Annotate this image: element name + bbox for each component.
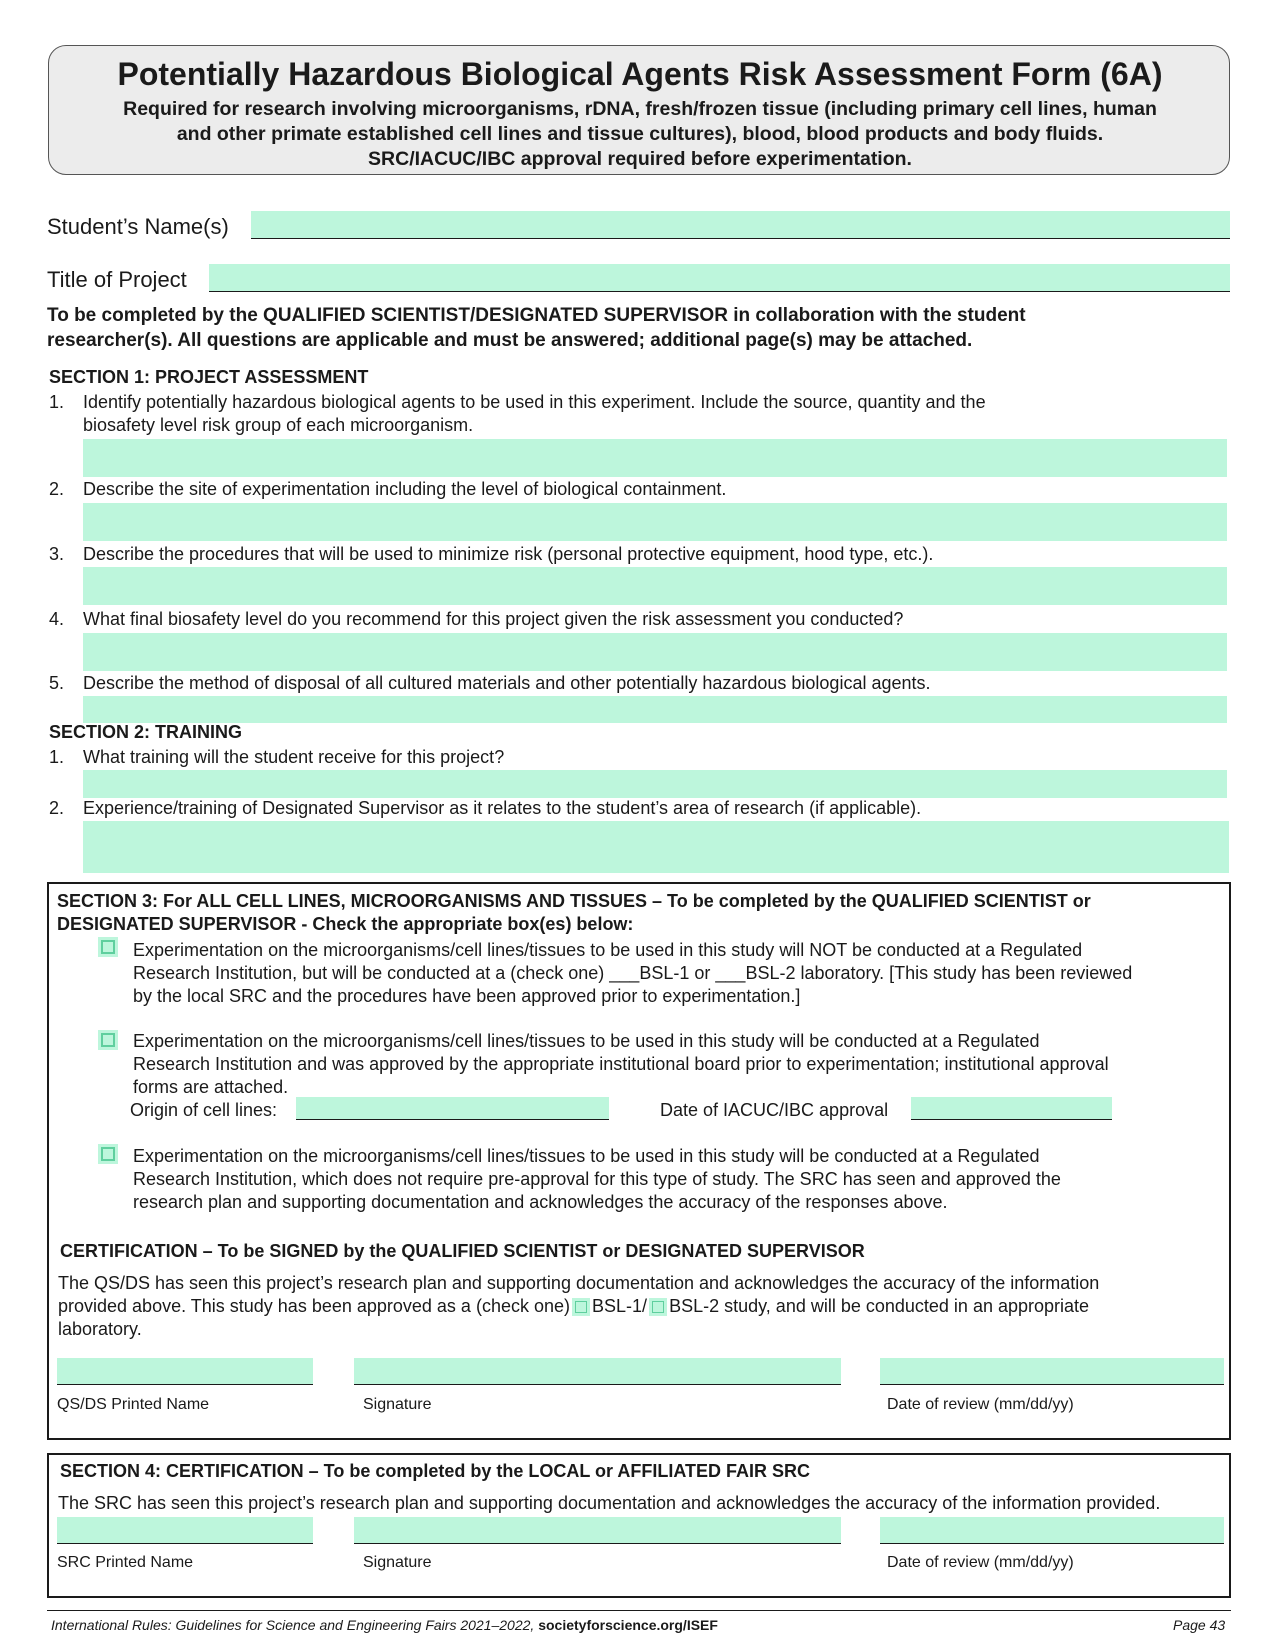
footer-text: International Rules: Guidelines for Science and Engineering Fairs 2021–2022, societyforscience.org/ISEF xyxy=(51,1617,718,1633)
origin-cell-lines-field[interactable] xyxy=(296,1097,609,1120)
qs-printed-name-field[interactable] xyxy=(57,1358,313,1384)
footer-rule xyxy=(47,1610,1231,1611)
footer-link[interactable]: societyforscience.org/ISEF xyxy=(538,1617,718,1633)
project-title-underline xyxy=(209,291,1230,292)
s3-option1-line1: Experimentation on the microorganisms/cell lines/tissues to be used in this study will NOT be conducted at a Regulated xyxy=(133,940,1083,960)
project-title-label: Title of Project xyxy=(47,267,187,292)
qs-certification-line1: The QS/DS has seen this project’s research plan and supporting documentation and acknowledges the accuracy of the information xyxy=(58,1273,1100,1293)
qs-certification-line3: laboratory. xyxy=(58,1319,142,1339)
s1-q1-text-line2: biosafety level risk group of each microorganism. xyxy=(83,415,474,435)
src-signature-field[interactable] xyxy=(354,1517,841,1543)
intro-line1: To be completed by the QUALIFIED SCIENTIST/DESIGNATED SUPERVISOR in collaboration with the student xyxy=(47,305,1026,326)
s2-q2-text: Experience/training of Designated Supervisor as it relates to the student’s area of research (if applicable). xyxy=(83,798,922,818)
s2-q1-answer-field[interactable] xyxy=(83,770,1227,798)
s3-option2-line3: forms are attached. xyxy=(133,1077,289,1097)
form-subtitle-line2: and other primate established cell lines and tissue cultures), blood, blood products and body fluids. xyxy=(176,123,1104,145)
section2-heading: SECTION 2: TRAINING xyxy=(49,722,243,742)
s1-q5-text: Describe the method of disposal of all cultured materials and other potentially hazardous biological agents. xyxy=(83,673,931,693)
iacuc-approval-date-underline xyxy=(911,1119,1112,1120)
s2-q1-number: 1. xyxy=(49,747,65,767)
src-printed-name-underline xyxy=(57,1543,313,1544)
src-signature-underline xyxy=(354,1543,841,1544)
bsl1-blank[interactable]: ___ xyxy=(609,963,640,983)
qs-signature-label: Signature xyxy=(363,1396,432,1413)
s1-q5-number: 5. xyxy=(49,673,65,693)
qs-printed-name-label: QS/DS Printed Name xyxy=(57,1396,210,1413)
s2-q2-number: 2. xyxy=(49,798,65,818)
student-name-underline xyxy=(251,238,1230,239)
s1-q1-answer-field[interactable] xyxy=(83,439,1227,477)
s3-option1-line2: Research Institution, but will be conducted at a (check one) ___BSL-1 or ___BSL-2 laboratory. [This study has been reviewed xyxy=(133,963,1133,983)
s3-option3-line1: Experimentation on the microorganisms/cell lines/tissues to be used in this study will be conducted at a Regulated xyxy=(133,1146,1040,1166)
s2-q1-text: What training will the student receive for this project? xyxy=(83,747,505,767)
section4-statement: The SRC has seen this project’s research plan and supporting documentation and acknowledges the accuracy of the information provided. xyxy=(58,1493,1161,1513)
s3-option2-line1: Experimentation on the microorganisms/cell lines/tissues to be used in this study will be conducted at a Regulated xyxy=(133,1031,1040,1051)
form-header xyxy=(48,45,1230,175)
qs-certification-line2: provided above. This study has been approved as a (check one) BSL-1/ BSL-2 study, and will be conducted in an appropriate xyxy=(58,1296,1090,1316)
section1-heading: SECTION 1: PROJECT ASSESSMENT xyxy=(49,367,369,387)
src-review-date-field[interactable] xyxy=(880,1517,1224,1543)
qs-printed-name-underline xyxy=(57,1384,313,1385)
s1-q3-answer-field[interactable] xyxy=(83,567,1227,605)
qs-review-date-label: Date of review (mm/dd/yy) xyxy=(887,1396,1074,1413)
s3-option3-line3: research plan and supporting documentation and acknowledges the accuracy of the responses above. xyxy=(133,1192,948,1212)
form-subtitle-line3: SRC/IACUC/IBC approval required before experimentation. xyxy=(368,148,912,170)
s1-q1-text: Identify potentially hazardous biological agents to be used in this experiment. Include the source, quantity and the xyxy=(83,392,986,412)
s1-q4-number: 4. xyxy=(49,609,65,629)
qs-signature-underline xyxy=(354,1384,841,1385)
s1-q2-number: 2. xyxy=(49,479,65,499)
s3-option1-checkbox[interactable] xyxy=(101,940,115,954)
s3-option3-line2: Research Institution, which does not require pre-approval for this type of study. The SRC has seen and approved the xyxy=(133,1169,1061,1189)
origin-cell-lines-label: Origin of cell lines: xyxy=(130,1100,278,1120)
s1-q4-text: What final biosafety level do you recommend for this project given the risk assessment you conducted? xyxy=(83,609,904,629)
cert-bsl1-checkbox[interactable] xyxy=(575,1301,587,1313)
src-review-date-label: Date of review (mm/dd/yy) xyxy=(887,1554,1074,1571)
s3-option1-line3: by the local SRC and the procedures have been approved prior to experimentation.] xyxy=(133,986,801,1006)
section3-heading-line1: SECTION 3: For ALL CELL LINES, MICROORGANISMS AND TISSUES – To be completed by the QUALIFIED SCIENTIST or xyxy=(57,891,1091,911)
iacuc-approval-date-field[interactable] xyxy=(911,1097,1112,1120)
src-signature-label: Signature xyxy=(363,1554,432,1571)
s1-q4-answer-field[interactable] xyxy=(83,633,1227,671)
qs-certification-heading: CERTIFICATION – To be SIGNED by the QUALIFIED SCIENTIST or DESIGNATED SUPERVISOR xyxy=(60,1241,865,1261)
form-title: Potentially Hazardous Biological Agents Risk Assessment Form (6A) xyxy=(117,56,1163,92)
s3-option2-checkbox[interactable] xyxy=(101,1033,115,1047)
project-title-field[interactable] xyxy=(209,264,1230,291)
section3-heading-line2: DESIGNATED SUPERVISOR - Check the appropriate box(es) below: xyxy=(57,914,634,934)
student-name-field[interactable] xyxy=(251,211,1230,238)
s2-q2-answer-field[interactable] xyxy=(83,821,1229,873)
intro-line2: researcher(s). All questions are applicable and must be answered; additional page(s) may be attached. xyxy=(47,330,973,351)
iacuc-approval-date-label: Date of IACUC/IBC approval xyxy=(660,1100,889,1120)
s1-q2-text: Describe the site of experimentation including the level of biological containment. xyxy=(83,479,727,499)
s1-q5-answer-field[interactable] xyxy=(83,696,1227,723)
s1-q3-number: 3. xyxy=(49,544,65,564)
src-printed-name-label: SRC Printed Name xyxy=(57,1554,194,1571)
qs-review-date-field[interactable] xyxy=(880,1358,1224,1384)
s3-option2-line2: Research Institution and was approved by the appropriate institutional board prior to experimentation; institutional approval xyxy=(133,1054,1109,1074)
section4-heading: SECTION 4: CERTIFICATION – To be completed by the LOCAL or AFFILIATED FAIR SRC xyxy=(60,1461,811,1481)
cert-bsl2-checkbox[interactable] xyxy=(652,1301,664,1313)
qs-signature-field[interactable] xyxy=(354,1358,841,1384)
s1-q3-text: Describe the procedures that will be used to minimize risk (personal protective equipment, hood type, etc.). xyxy=(83,544,934,564)
qs-review-date-underline xyxy=(880,1384,1224,1385)
src-printed-name-field[interactable] xyxy=(57,1517,313,1543)
origin-cell-lines-underline xyxy=(296,1119,609,1120)
s3-option3-checkbox[interactable] xyxy=(101,1147,115,1161)
bsl2-blank[interactable]: ___ xyxy=(715,963,746,983)
page-number: Page 43 xyxy=(1173,1617,1226,1633)
s1-q2-answer-field[interactable] xyxy=(83,503,1227,541)
s1-q1-number: 1. xyxy=(49,392,65,412)
student-name-label: Student’s Name(s) xyxy=(47,214,229,239)
src-review-date-underline xyxy=(880,1543,1224,1544)
form-subtitle-line1: Required for research involving microorganisms, rDNA, fresh/frozen tissue (including primary cell lines, human xyxy=(123,98,1157,120)
